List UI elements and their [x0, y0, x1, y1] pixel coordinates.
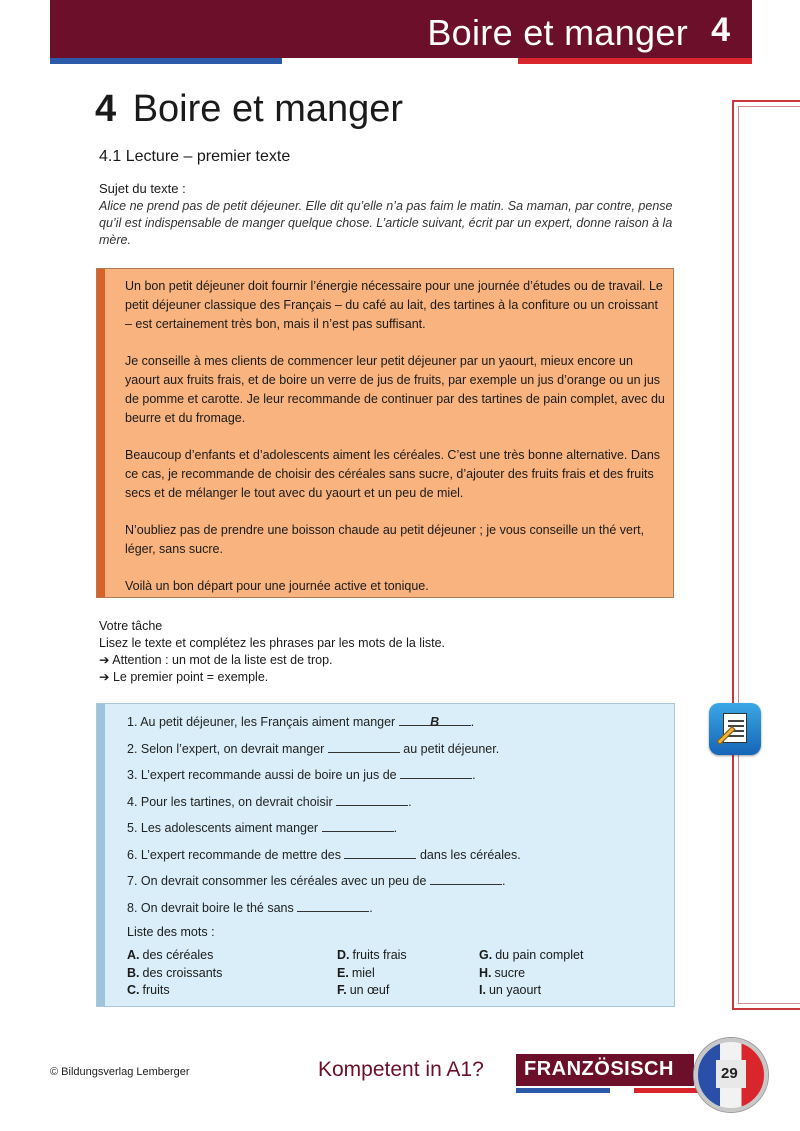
exercise-item — [127, 792, 521, 819]
task-title: Votre tâche — [99, 619, 163, 633]
page-frame-inner — [738, 106, 800, 1004]
exercise-list — [127, 712, 521, 924]
word-option: B. des croissants — [127, 965, 223, 980]
topic-text: Alice ne prend pas de petit déjeuner. Elle dit qu’elle n’a pas faim le matin. Sa maman, par contre, pense qu’il est indispensable de manger quelque chose. L’article suivant, écrit par un expert, donne raison à la mère. — [99, 199, 673, 247]
exercise-text: . — [470, 715, 475, 729]
answer-blank[interactable] — [344, 845, 416, 859]
exercise-item — [127, 845, 521, 872]
word-option: D. fruits frais — [337, 948, 407, 962]
exercise-text: dans les céréales. — [416, 847, 521, 862]
answer-blank[interactable] — [430, 871, 502, 885]
task-note-extra-word: ➔ Attention : un mot de la liste est de trop. — [99, 653, 333, 667]
exercise-text: 4. Pour les tartines, on devrait choisir — [127, 794, 337, 809]
exercise-text: 1. Au petit déjeuner, les Français aiment manger — [127, 715, 399, 729]
chapter-title-text: Boire et manger — [132, 88, 404, 130]
task-note-example: ➔ Le premier point = exemple. — [99, 670, 269, 684]
subject-label: FRANZÖSISCH — [524, 1058, 674, 1080]
page-number: 29 — [721, 1065, 738, 1082]
exercise-text: 6. L’expert recommande de mettre des — [127, 847, 345, 862]
exercise-text: . — [408, 794, 412, 809]
section-heading: 4.1 Lecture – premier texte — [99, 148, 291, 165]
exercise-text: . — [501, 874, 506, 888]
word-option: F. un œuf — [337, 983, 390, 997]
exercise-item — [127, 712, 521, 739]
exercise-text: . — [472, 768, 476, 782]
series-title: Kompetent in A1? — [318, 1058, 484, 1081]
reading-box-accent-bar — [97, 269, 105, 597]
header-title: Boire et manger — [427, 12, 688, 53]
exercise-text: 7. On devrait consommer les céréales avec un peu de — [127, 874, 430, 888]
reading-paragraph: Je conseille à mes clients de commencer leur petit déjeuner par un yaourt, mieux encore un yaourt aux fruits frais, et de boire un verre de jus de fruits, par exemple un jus d’orange ou un jus de pomme et carotte. Je leur recommande de continuer par des tartines de pain complet, avec du beurre et du fromage. — [125, 354, 665, 425]
reading-paragraph: Beaucoup d’enfants et d’adolescents aiment les céréales. C’est une très bonne alternative. Dans ce cas, je recommande de choisir des céréales sans sucre, d’ajouter des fruits frais et des fruits secs et de mélanger le tout avec du yaourt et un peu de miel. — [125, 448, 661, 500]
header-chapter-number: 4 — [711, 11, 730, 49]
task-instructions — [99, 618, 445, 686]
answer-blank[interactable] — [400, 765, 472, 779]
header-stripe-red — [518, 58, 752, 64]
exercise-text: 2. Selon l’expert, on devrait manger — [127, 741, 328, 756]
answer-blank[interactable] — [322, 818, 394, 832]
footer-stripe-blue — [516, 1088, 610, 1093]
reading-text — [125, 277, 665, 614]
answer-blank[interactable] — [297, 898, 369, 912]
reading-paragraph: Un bon petit déjeuner doit fournir l’énergie nécessaire pour une journée d’études ou de travail. Le petit déjeuner classique des Français – du café au lait, des tartines à la confiture ou un croissant – est certainement très bon, mais il n’est pas suffisant. — [125, 279, 663, 331]
exercise-text: . — [393, 821, 398, 835]
task-instruction: Lisez le texte et complétez les phrases par les mots de la liste. — [99, 636, 445, 650]
chapter-title — [95, 88, 403, 131]
exercise-item — [127, 871, 521, 898]
word-option: I. un yaourt — [479, 983, 542, 997]
exercise-item — [127, 898, 521, 925]
exercise-box — [96, 703, 675, 1007]
exercise-text: . — [369, 900, 373, 915]
exercise-item — [127, 739, 521, 766]
answer-blank[interactable] — [336, 792, 408, 806]
word-option: E. miel — [337, 965, 375, 980]
worksheet-pencil-icon[interactable] — [709, 703, 761, 755]
answer-blank[interactable]: B — [399, 712, 471, 726]
exercise-text: 8. On devrait boire le thé sans — [127, 900, 298, 915]
exercise-box-accent-bar — [97, 704, 105, 1006]
reading-paragraph: Voilà un bon départ pour une journée active et tonique. — [125, 579, 429, 593]
exercise-text: 3. L’expert recommande aussi de boire un jus de — [127, 768, 401, 782]
word-list-title: Liste des mots : — [127, 925, 215, 939]
reading-text-box — [96, 268, 674, 598]
topic-label: Sujet du texte : — [99, 181, 186, 196]
exercise-text: au petit déjeuner. — [399, 741, 500, 756]
exercise-item — [127, 818, 521, 845]
header-bar — [50, 0, 752, 58]
word-option: C. fruits — [127, 983, 170, 997]
reading-paragraph: N’oubliez pas de prendre une boisson chaude au petit déjeuner ; je vous conseille un thé vert, léger, sans sucre. — [125, 523, 645, 556]
header-stripe-blue — [50, 58, 282, 64]
answer-blank[interactable] — [328, 739, 400, 753]
exercise-item — [127, 765, 521, 792]
copyright: © Bildungsverlag Lemberger — [50, 1066, 190, 1078]
word-option: A. des céréales — [127, 948, 214, 962]
chapter-number: 4 — [95, 88, 117, 130]
word-option: G. du pain complet — [479, 948, 584, 962]
exercise-text: 5. Les adolescents aiment manger — [127, 821, 322, 835]
word-option: H. sucre — [479, 965, 526, 980]
